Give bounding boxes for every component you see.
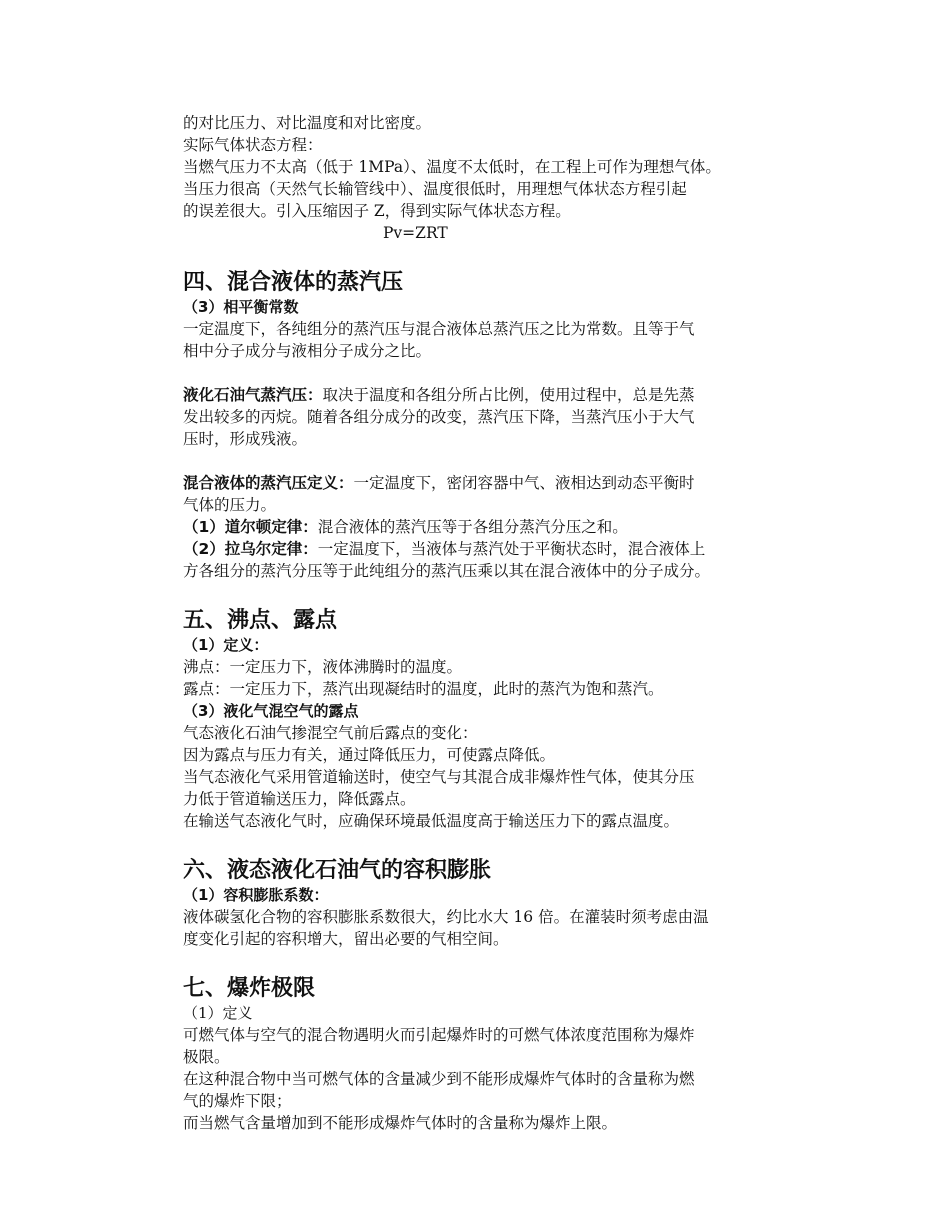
term-text: 一定温度下，当液体与蒸汽处于平衡状态时，混合液体上 bbox=[317, 540, 706, 558]
subheading: （1）容积膨胀系数： bbox=[183, 886, 329, 904]
text-line: 气态液化石油气掺混空气前后露点的变化： bbox=[183, 724, 478, 742]
text-line bbox=[183, 472, 823, 494]
text-line: 度变化引起的容积增大，留出必要的气相空间。 bbox=[183, 930, 509, 948]
text-line: 方各组分的蒸汽分压等于此纯组分的蒸汽压乘以其在混合液体中的分子成分。 bbox=[183, 562, 711, 580]
text-line: 液体碳氢化合物的容积膨胀系数很大，约比水大 16 倍。在灌装时须考虑由温 bbox=[183, 908, 709, 926]
text-line: 露点：一定压力下，蒸汽出现凝结时的温度，此时的蒸汽为饱和蒸汽。 bbox=[183, 680, 664, 698]
term-label: 混合液体的蒸汽压定义： bbox=[183, 474, 354, 492]
text-line: 力低于管道输送压力，降低露点。 bbox=[183, 790, 416, 808]
text-line: 在输送气态液化气时，应确保环境最低温度高于输送压力下的露点温度。 bbox=[183, 812, 680, 830]
text-line: 气体的压力。 bbox=[183, 496, 277, 514]
text-line: 因为露点与压力有关，通过降低压力，可使露点降低。 bbox=[183, 746, 556, 764]
text-line: 一定温度下，各纯组分的蒸汽压与混合液体总蒸汽压之比为常数。且等于气 bbox=[183, 320, 695, 338]
spacer bbox=[183, 450, 823, 472]
text-line: 极限。 bbox=[183, 1048, 230, 1066]
text-line: 的误差很大。引入压缩因子 Z，得到实际气体状态方程。 bbox=[183, 202, 571, 220]
text-line bbox=[183, 538, 823, 560]
text-line bbox=[183, 516, 823, 538]
subheading: （1）定义 bbox=[183, 1004, 253, 1022]
text-line: 可燃气体与空气的混合物遇明火而引起爆炸时的可燃气体浓度范围称为爆炸 bbox=[183, 1026, 695, 1044]
text-line: 当燃气压力不太高（低于 1MPa）、温度不太低时，在工程上可作为理想气体。 bbox=[183, 158, 721, 176]
spacer bbox=[183, 362, 823, 384]
text-line: 的对比压力、对比温度和对比密度。 bbox=[183, 114, 432, 132]
text-line: 当气态液化气采用管道输送时，使空气与其混合成非爆炸性气体，使其分压 bbox=[183, 768, 695, 786]
section-heading: 七、爆炸极限 bbox=[183, 976, 316, 1001]
subheading: （3）相平衡常数 bbox=[183, 298, 299, 316]
text-line: 沸点：一定压力下，液体沸腾时的温度。 bbox=[183, 658, 463, 676]
document-page bbox=[183, 112, 823, 1134]
text-line: 而当燃气含量增加到不能形成爆炸气体时的含量称为爆炸上限。 bbox=[183, 1114, 618, 1132]
text-line: 当压力很高（天然气长输管线中）、温度很低时，用理想气体状态方程引起 bbox=[183, 180, 687, 198]
text-line: 压时，形成残液。 bbox=[183, 430, 308, 448]
section-heading: 五、沸点、露点 bbox=[183, 608, 338, 633]
formula: Pv=ZRT bbox=[383, 224, 448, 242]
subheading: （1）定义： bbox=[183, 636, 269, 654]
term-label: （2）拉乌尔定律： bbox=[183, 540, 318, 558]
text-line: 发出较多的丙烷。随着各组分成分的改变，蒸汽压下降，当蒸汽压小于大气 bbox=[183, 408, 695, 426]
text-line: 在这种混合物中当可燃气体的含量减少到不能形成爆炸气体时的含量称为燃 bbox=[183, 1070, 695, 1088]
term-label: 液化石油气蒸汽压： bbox=[183, 386, 323, 404]
term-label: （1）道尔顿定律： bbox=[183, 518, 318, 536]
term-text: 混合液体的蒸汽压等于各组分蒸汽分压之和。 bbox=[317, 518, 628, 536]
subheading: （3）液化气混空气的露点 bbox=[183, 702, 359, 720]
term-text: 一定温度下，密闭容器中气、液相达到动态平衡时 bbox=[353, 474, 695, 492]
term-text: 取决于温度和各组分所占比例，使用过程中，总是先蒸 bbox=[322, 386, 695, 404]
text-line: 相中分子成分与液相分子成分之比。 bbox=[183, 342, 432, 360]
text-line: 实际气体状态方程： bbox=[183, 136, 323, 154]
text-line bbox=[183, 384, 823, 406]
text-line: 气的爆炸下限； bbox=[183, 1092, 292, 1110]
section-heading: 六、液态液化石油气的容积膨胀 bbox=[183, 858, 492, 883]
section-heading: 四、混合液体的蒸汽压 bbox=[183, 270, 404, 295]
